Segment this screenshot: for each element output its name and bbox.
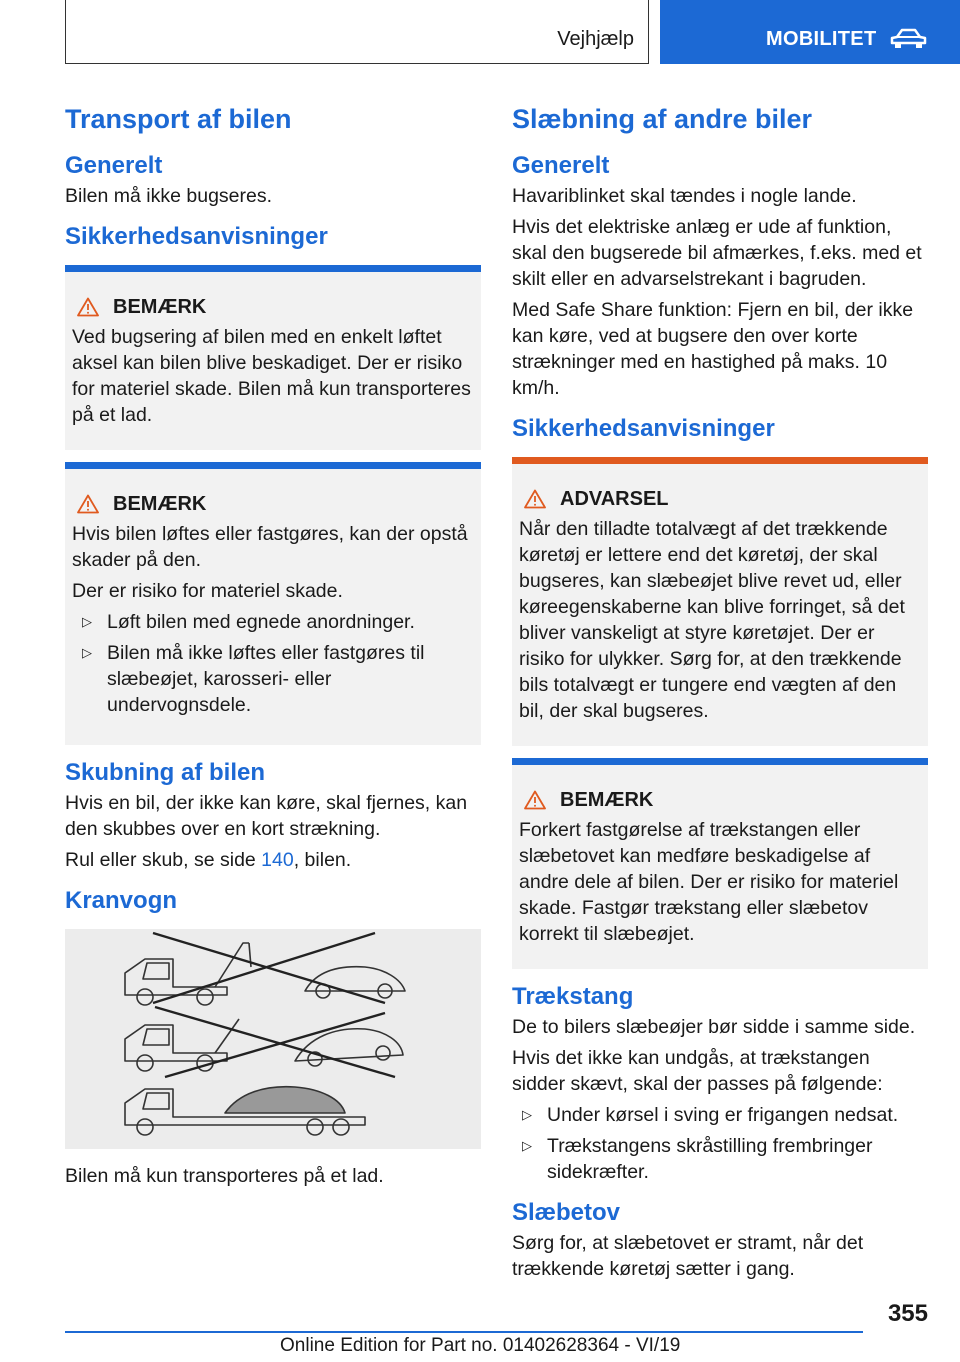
note-text: Forkert fastgørelse af trækstangen eller slæbetovet kan medføre beskadigelse af andre dele af bilen. Der er risiko for materiel skade. Fastgør trækstang eller slæbetov korrekt til slæbeøjet. <box>519 819 899 945</box>
rope-heading: Slæbetov <box>512 1199 621 1226</box>
note-box <box>512 758 928 969</box>
footer-divider <box>65 1331 863 1333</box>
rope-text: Sørg for, at slæbetovet er stramt, når det trækkende køretøj sætter i gang. <box>512 1232 864 1280</box>
header-chapter-tab <box>660 0 960 64</box>
note-label: BEMÆRK <box>560 789 654 811</box>
left-column <box>65 100 481 1194</box>
triangle-bullet-icon: ▷ <box>82 645 92 660</box>
bar-heading: Trækstang <box>512 983 634 1010</box>
bar-p1: De to bilers slæbeøjer bør sidde i samme side. <box>512 1016 916 1038</box>
push-text: Hvis en bil, der ikke kan køre, skal fjernes, kan den skubbes over en kort strækning. <box>65 792 468 840</box>
crane-heading: Kranvogn <box>65 887 178 914</box>
car-icon <box>888 27 928 51</box>
triangle-bullet-icon: ▷ <box>522 1107 532 1122</box>
note-text: Der er risiko for materiel skade. <box>72 580 343 602</box>
warning-box <box>512 457 928 746</box>
list-item: ▷ Under kørsel i sving er frigangen nedsat. <box>522 1104 899 1126</box>
note-text: Ved bugsering af bilen med en enkelt løftet aksel kan bilen blive beskadiget. Der er risiko for materiel skade. Bilen må kun transporteres på et lad. <box>72 326 471 426</box>
warning-triangle-icon <box>77 494 99 514</box>
list-item: ▷ Løft bilen med egnede anordninger. <box>82 611 415 633</box>
footer-edition: Online Edition for Part no. 01402628364 - VI/19 <box>280 1335 681 1356</box>
left-title: Transport af bilen <box>65 104 292 134</box>
left-safety-heading: Sikkerhedsanvisninger <box>65 223 328 250</box>
warning-triangle-icon <box>524 489 546 509</box>
note-label: BEMÆRK <box>113 296 207 318</box>
note-box <box>65 462 481 745</box>
page-number: 355 <box>887 1300 928 1327</box>
list-item: ▷ Trækstangens skråstilling frembringer sidekræfter. <box>522 1135 873 1183</box>
right-general-heading: Generelt <box>512 152 610 179</box>
triangle-bullet-icon: ▷ <box>522 1138 532 1153</box>
header-section-label: Vejhjælp <box>557 28 634 50</box>
right-safety-heading: Sikkerhedsanvisninger <box>512 415 775 442</box>
bar-list <box>512 1102 928 1185</box>
note-text: Hvis bilen løftes eller fastgøres, kan der opstå skader på den. <box>72 523 468 571</box>
warning-text: Når den tilladte totalvægt af det trækkende køretøj er lettere end det køretøj, der skal bugseres, kan slæbeøjet blive revet ud, eller køreegenskaberne kan blive forringet, så det bliver vanskeligt at styre køretøjet. Der er risiko for ulykker. Sørg for, at den trækkende bils totalvægt er tungere end vægten af den bil, der skal bugseres. <box>519 518 905 722</box>
right-title: Slæbning af andre biler <box>512 104 813 134</box>
tow-truck-illustration <box>65 929 481 1149</box>
right-general-p2: Hvis det elektriske anlæg er ude af funktion, skal den bugserede bil afmærkes, f.eks. med et skilt eller en advarselstrekant i bagruden. <box>512 216 922 290</box>
left-general-text: Bilen må ikke bugseres. <box>65 185 273 207</box>
push-heading: Skubning af bilen <box>65 759 266 786</box>
right-general-p3: Med Safe Share funktion: Fjern en bil, der ikke kan køre, ved at bugsere den over korte strækninger med en hastighed på maks. 10 km/h. <box>512 299 914 399</box>
header-section-tab <box>65 0 649 64</box>
right-general-p1: Havariblinket skal tændes i nogle lande. <box>512 185 857 207</box>
list-item: ▷ Bilen må ikke løftes eller fastgøres til slæbeøjet, karosseri- eller undervognsdele. <box>82 642 425 716</box>
bar-p2: Hvis det ikke kan undgås, at trækstangen sidder skævt, skal der passes på følgende: <box>512 1047 883 1095</box>
header-chapter-label: MOBILITET <box>766 28 877 50</box>
note-list <box>72 609 473 718</box>
crane-caption: Bilen må kun transporteres på et lad. <box>65 1165 384 1187</box>
triangle-bullet-icon: ▷ <box>82 614 92 629</box>
warning-triangle-icon <box>524 790 546 810</box>
page-link[interactable]: 140 <box>261 849 294 871</box>
warning-label: ADVARSEL <box>560 488 669 510</box>
note-label: BEMÆRK <box>113 493 207 515</box>
left-general-heading: Generelt <box>65 152 163 179</box>
note-box <box>65 265 481 450</box>
push-reference: Rul eller skub, se side 140, bilen. <box>65 849 352 871</box>
right-column <box>512 100 928 1287</box>
warning-triangle-icon <box>77 297 99 317</box>
